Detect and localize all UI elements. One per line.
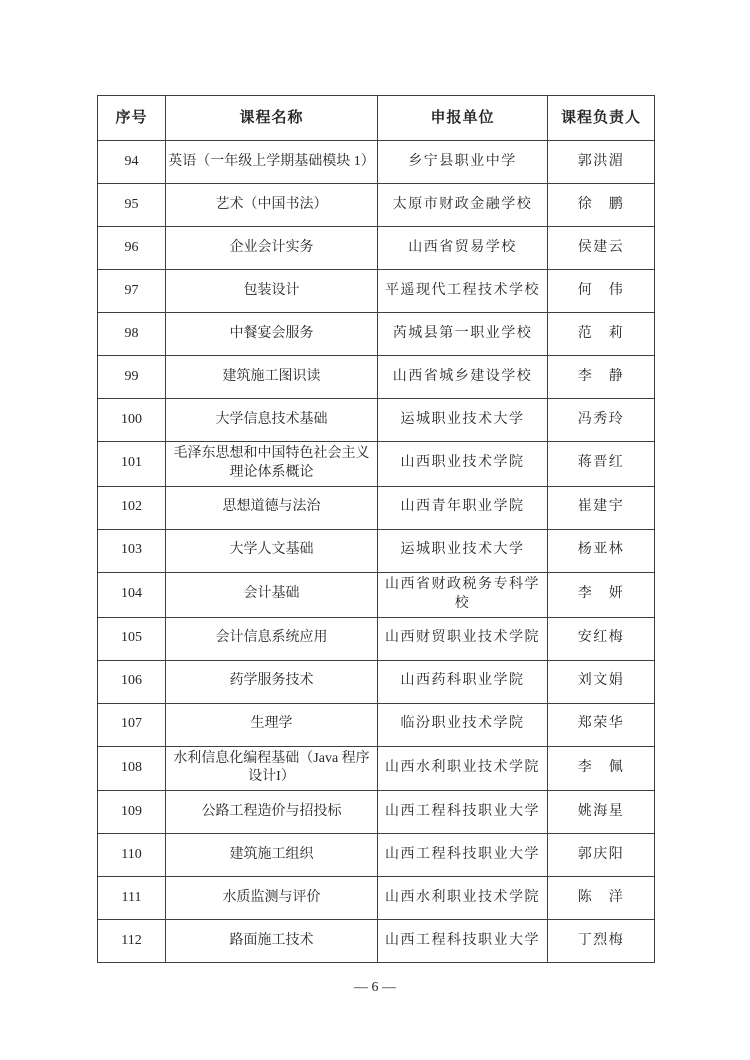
cell-leader: 崔建宇 [548, 486, 655, 529]
cell-unit: 乡宁县职业中学 [378, 141, 548, 184]
table-row [98, 184, 655, 227]
cell-leader: 范 莉 [548, 313, 655, 356]
cell-index: 105 [98, 617, 166, 660]
cell-unit: 太原市财政金融学校 [378, 184, 548, 227]
table-row [98, 791, 655, 834]
cell-index: 98 [98, 313, 166, 356]
cell-unit: 临汾职业技术学院 [378, 703, 548, 746]
cell-unit: 芮城县第一职业学校 [378, 313, 548, 356]
cell-unit: 山西工程科技职业大学 [378, 791, 548, 834]
course-table [97, 95, 655, 963]
cell-unit: 山西工程科技职业大学 [378, 834, 548, 877]
table-row [98, 877, 655, 920]
cell-index: 96 [98, 227, 166, 270]
cell-course: 企业会计实务 [166, 227, 378, 270]
cell-leader: 李 妍 [548, 572, 655, 617]
cell-course: 生理学 [166, 703, 378, 746]
cell-leader: 徐 鹏 [548, 184, 655, 227]
cell-index: 110 [98, 834, 166, 877]
table-row [98, 399, 655, 442]
cell-unit: 山西省贸易学校 [378, 227, 548, 270]
cell-leader: 李 静 [548, 356, 655, 399]
cell-course: 建筑施工图识读 [166, 356, 378, 399]
table-row [98, 660, 655, 703]
table-row [98, 313, 655, 356]
cell-unit: 山西省城乡建设学校 [378, 356, 548, 399]
cell-leader: 杨亚林 [548, 529, 655, 572]
cell-unit: 运城职业技术大学 [378, 399, 548, 442]
page-number: — 6 — [354, 980, 396, 995]
cell-leader: 安红梅 [548, 617, 655, 660]
cell-index: 103 [98, 529, 166, 572]
cell-index: 106 [98, 660, 166, 703]
cell-unit: 山西水利职业技术学院 [378, 746, 548, 791]
column-header-leader: 课程负责人 [548, 96, 655, 141]
cell-course: 中餐宴会服务 [166, 313, 378, 356]
cell-unit: 运城职业技术大学 [378, 529, 548, 572]
cell-course: 艺术（中国书法） [166, 184, 378, 227]
table-row [98, 834, 655, 877]
cell-course: 英语（一年级上学期基础模块 1） [166, 141, 378, 184]
table-row [98, 746, 655, 791]
cell-course: 思想道德与法治 [166, 486, 378, 529]
cell-index: 107 [98, 703, 166, 746]
column-header-unit: 申报单位 [378, 96, 548, 141]
cell-unit: 山西省财政税务专科学校 [378, 572, 548, 617]
cell-unit: 山西青年职业学院 [378, 486, 548, 529]
cell-course: 路面施工技术 [166, 920, 378, 963]
cell-leader: 郭洪湄 [548, 141, 655, 184]
cell-course: 水利信息化编程基础（Java 程序设计I） [166, 746, 378, 791]
cell-leader: 蒋晋红 [548, 442, 655, 487]
cell-course: 毛泽东思想和中国特色社会主义理论体系概论 [166, 442, 378, 487]
cell-unit: 山西工程科技职业大学 [378, 920, 548, 963]
cell-index: 112 [98, 920, 166, 963]
cell-index: 102 [98, 486, 166, 529]
cell-index: 111 [98, 877, 166, 920]
cell-course: 水质监测与评价 [166, 877, 378, 920]
table-row [98, 442, 655, 487]
table-row [98, 920, 655, 963]
table-row [98, 141, 655, 184]
table-row [98, 572, 655, 617]
course-table-body [98, 141, 655, 963]
cell-course: 包装设计 [166, 270, 378, 313]
cell-leader: 李 佩 [548, 746, 655, 791]
cell-index: 109 [98, 791, 166, 834]
cell-index: 108 [98, 746, 166, 791]
cell-index: 101 [98, 442, 166, 487]
cell-index: 94 [98, 141, 166, 184]
cell-leader: 侯建云 [548, 227, 655, 270]
cell-index: 95 [98, 184, 166, 227]
cell-course: 会计信息系统应用 [166, 617, 378, 660]
column-header-index: 序号 [98, 96, 166, 141]
cell-leader: 何 伟 [548, 270, 655, 313]
cell-course: 药学服务技术 [166, 660, 378, 703]
table-row [98, 356, 655, 399]
cell-course: 公路工程造价与招投标 [166, 791, 378, 834]
cell-course: 大学信息技术基础 [166, 399, 378, 442]
table-row [98, 703, 655, 746]
cell-course: 会计基础 [166, 572, 378, 617]
table-row [98, 617, 655, 660]
cell-leader: 丁烈梅 [548, 920, 655, 963]
table-row [98, 227, 655, 270]
cell-leader: 刘文娟 [548, 660, 655, 703]
cell-course: 大学人文基础 [166, 529, 378, 572]
cell-leader: 郑荣华 [548, 703, 655, 746]
cell-unit: 山西药科职业学院 [378, 660, 548, 703]
cell-index: 97 [98, 270, 166, 313]
cell-leader: 冯秀玲 [548, 399, 655, 442]
cell-index: 104 [98, 572, 166, 617]
cell-course: 建筑施工组织 [166, 834, 378, 877]
table-header-row [98, 96, 655, 141]
cell-unit: 山西财贸职业技术学院 [378, 617, 548, 660]
cell-unit: 山西水利职业技术学院 [378, 877, 548, 920]
cell-index: 100 [98, 399, 166, 442]
table-row [98, 270, 655, 313]
cell-leader: 郭庆阳 [548, 834, 655, 877]
cell-index: 99 [98, 356, 166, 399]
cell-unit: 平遥现代工程技术学校 [378, 270, 548, 313]
table-row [98, 486, 655, 529]
cell-leader: 姚海星 [548, 791, 655, 834]
column-header-course: 课程名称 [166, 96, 378, 141]
cell-leader: 陈 洋 [548, 877, 655, 920]
table-row [98, 529, 655, 572]
cell-unit: 山西职业技术学院 [378, 442, 548, 487]
